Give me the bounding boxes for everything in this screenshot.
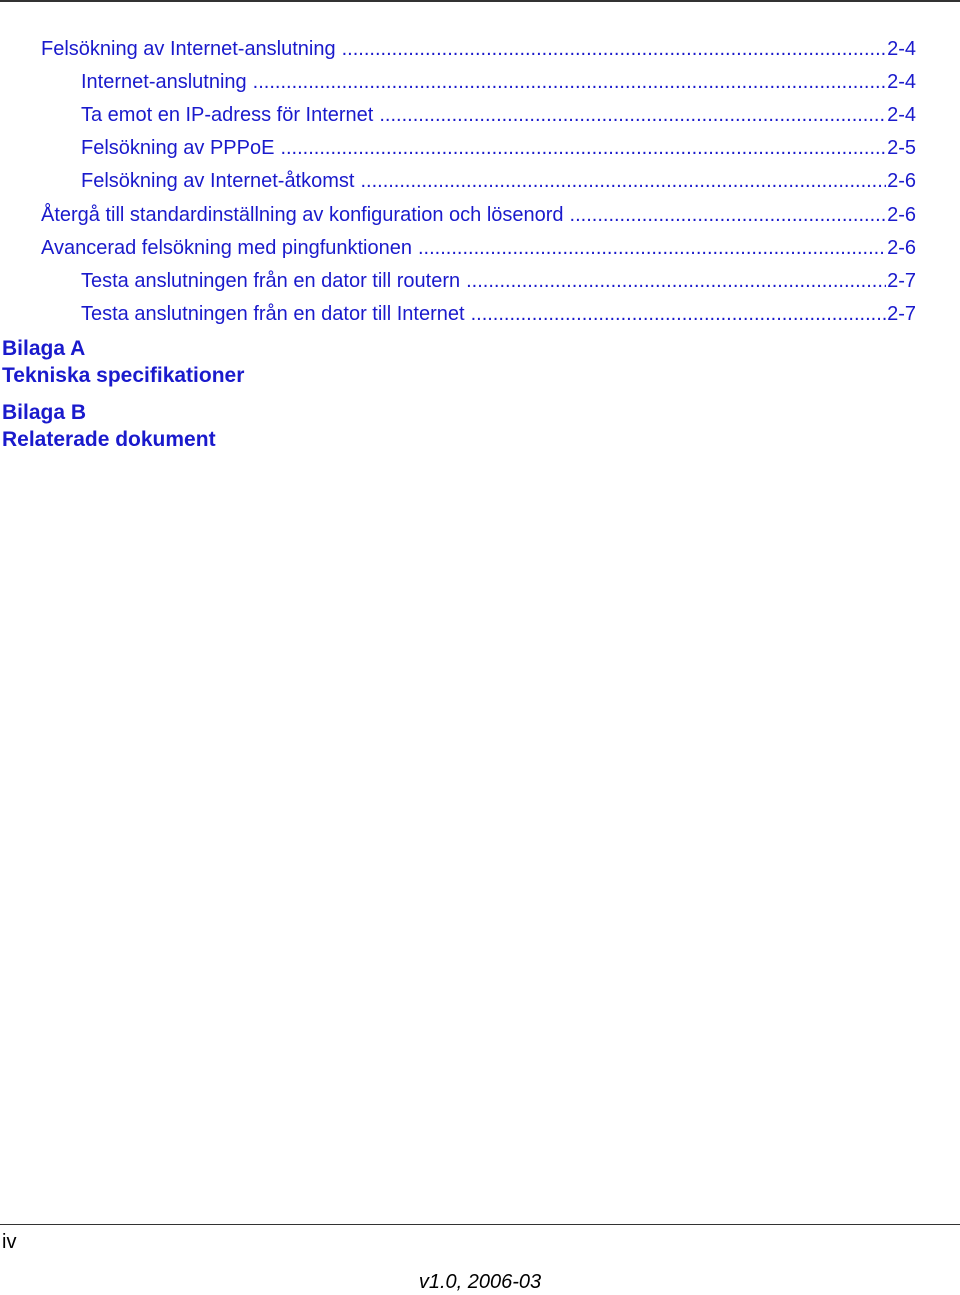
toc-entry-label: Felsökning av PPPoE bbox=[81, 137, 275, 159]
page-number: iv bbox=[2, 1231, 17, 1253]
toc-entry-label: Avancerad felsökning med pingfunktionen bbox=[41, 237, 412, 259]
dot-leader bbox=[280, 132, 886, 165]
toc-entry-page: 2-6 bbox=[887, 170, 916, 192]
top-rule bbox=[0, 0, 960, 2]
toc-entry[interactable] bbox=[81, 265, 916, 298]
dot-leader bbox=[570, 199, 887, 232]
toc-entry[interactable] bbox=[81, 165, 916, 198]
toc-entry-page: 2-4 bbox=[887, 38, 916, 60]
toc-entry-page: 2-4 bbox=[887, 104, 916, 126]
toc-entry[interactable] bbox=[81, 99, 916, 132]
appendix-label: Bilaga B bbox=[2, 401, 87, 424]
footer-rule bbox=[0, 1224, 960, 1225]
toc-entry[interactable] bbox=[81, 132, 916, 165]
toc-entry-page: 2-7 bbox=[887, 270, 916, 292]
dot-leader bbox=[253, 66, 886, 99]
toc-entry-page: 2-7 bbox=[887, 303, 916, 325]
toc-entry-label: Testa anslutningen från en dator till routern bbox=[81, 270, 461, 292]
dot-leader bbox=[466, 265, 886, 298]
toc-entry-label: Återgå till standardinställning av konfiguration och lösenord bbox=[41, 204, 564, 226]
toc-entry-label: Felsökning av Internet-åtkomst bbox=[81, 170, 355, 192]
appendix-title: Relaterade dokument bbox=[2, 428, 216, 451]
dot-leader bbox=[418, 232, 886, 265]
toc-entry-page: 2-5 bbox=[887, 137, 916, 159]
toc-entry-label: Ta emot en IP-adress för Internet bbox=[81, 104, 374, 126]
dot-leader bbox=[360, 165, 886, 198]
appendix-a[interactable] bbox=[2, 335, 244, 389]
toc-entry-label: Internet-anslutning bbox=[81, 71, 247, 93]
dot-leader bbox=[471, 298, 887, 331]
toc-entry-page: 2-6 bbox=[887, 237, 916, 259]
toc-entry[interactable] bbox=[41, 232, 916, 265]
dot-leader bbox=[379, 99, 886, 132]
toc-entry[interactable] bbox=[81, 66, 916, 99]
toc-entry-label: Testa anslutningen från en dator till Internet bbox=[81, 303, 465, 325]
version-label: v1.0, 2006-03 bbox=[418, 1271, 542, 1293]
toc-entry[interactable] bbox=[81, 298, 916, 331]
toc-entry[interactable] bbox=[41, 33, 916, 66]
dot-leader bbox=[342, 33, 886, 66]
toc-entry-page: 2-4 bbox=[887, 71, 916, 93]
toc-entry[interactable] bbox=[41, 199, 916, 232]
appendix-title: Tekniska specifikationer bbox=[2, 364, 245, 387]
toc-entry-page: 2-6 bbox=[887, 204, 916, 226]
appendix-b[interactable] bbox=[2, 399, 216, 453]
appendix-label: Bilaga A bbox=[2, 337, 86, 360]
toc-entry-label: Felsökning av Internet-anslutning bbox=[41, 38, 336, 60]
